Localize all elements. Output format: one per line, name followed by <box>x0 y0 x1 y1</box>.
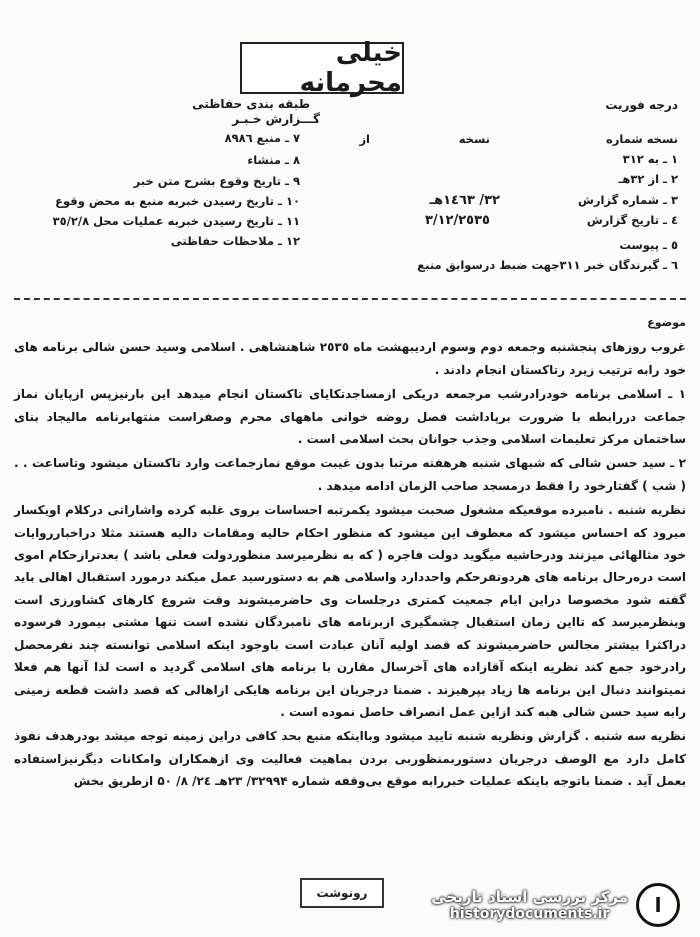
subject-label: موضوع <box>647 316 686 329</box>
report-body <box>14 312 686 795</box>
body-paragraph: غروب روزهای پنجشنبه وجمعه دوم وسوم اردیبهشت ماه ۲٥۳٥ شاهنشاهی . اسلامی وسید حسن شالی برنامه های خود رابه ترتیب زیرد رتاکستان انجام دادند . <box>14 340 686 377</box>
form-copy-label: نسخه <box>458 132 490 146</box>
watermark <box>430 880 680 930</box>
form-field-7: ۷ ـ منبع ۸۹۸٦ <box>224 131 300 145</box>
form-field-5: ٥ ـ پیوست <box>619 238 678 252</box>
body-paragraph: نظریه سه شنبه . گزارش ونظریه شنبه تایید میشود وبااینکه منبع بحد کافی دراین زمینه توجه میشد بودرهدف نفوذ کامل دارد مع الوصف درجریان دستوربمنظوربی بردن بماهیت فعالیت وی ازهمکاران وامکانات دیگرنیزاستفاده بعمل آید . ضمنا باتوجه باینکه عملیات خبررابه موقع بی‌وقفه شماره ۳۲۹۹۴/ ۲۳هـ ۲٤/ ۸/ ۵۰ ازطریق بخش <box>14 729 686 789</box>
form-field-8: ۸ ـ منشاء <box>247 153 300 167</box>
classification-stamp-text: خیلی محرمانه <box>299 38 402 98</box>
watermark-text <box>431 888 628 922</box>
body-paragraph: نظریه شنبه . نامبرده موقعیکه مشغول صحبت میشود یکمرتبه احساسات بروی غلبه کرده واشاراتی درکلام اویکسار میرود که احساس میشود که معطوف این میشود که منظور احکام حالیه ومقامات دالیه هستند مثلا دراخبارروایات خود مثالهائی میزنند ودرحاشیه میگوید دولت فاجره ( که به نظرمیرسد منظوردولت فعلی باشد ) بعدترازحکام اموی است دره‌رحال برنامه های هردونفرحکم واحددارد واسلامی هم به دستورسید عمل میکند درمورد استقبال اهالی باید گفته شود مخصوصا دراین ایام جمعیت کمتری درجلسات وی حاضرمیشوند وقت شروع کارهای کشاورزی است وبنظرمیرسد که تااین زمان استقبال چشمگیری ازبرنامه های نامبردگان نشده است تنها مشتی بیمورد فرسوده دراکثرا بیشتر مجالس حاضرمیشوند که قصد اولیه آنان عبادت است باوجود اینکه اسلامی توانسته چند نفرمحصل رادرخود جمع کند نظریه اینکه آقازاده های آخرسال مقارن با برنامه های اسلامی گردید ه است لذا آنها هم فعلا نمیتوانند دنبال این برنامه ها زیاد بپرهیزند . ضمنا درجریان این برنامه هایکی ازاهالی که قصد داشت قطعه زمینی رابه سید حسن شالی هبه کند ازاین عمل انصراف حاصل نموده است . <box>14 503 686 719</box>
report-title: گـــزارش خـبـر <box>232 112 320 126</box>
footer-stamp <box>300 878 384 908</box>
form-copy-number: نسخه شماره <box>605 132 678 146</box>
watermark-title: مرکز بررسی اسناد تاریخی <box>431 888 628 906</box>
form-field-11: ۱۱ ـ تاریخ رسیدن خبربه عملیات محل ۳٥/۲/۸ <box>52 214 300 228</box>
form-field-12: ۱۲ ـ ملاحظات حفاظتی <box>170 234 300 248</box>
watermark-logo-icon: ﺍ <box>636 883 680 927</box>
priority-label: درجه فوریت <box>605 98 678 112</box>
footer-stamp-text: رونوشت <box>316 886 368 900</box>
body-paragraph: ۲ ـ سید حسن شالی که شبهای شنبه هرهفته مرتبا بدون غیبت موقع نمازجماعت وارد تاکستان میشود وتاساعت . . ( شب ) گفتارخود را فقط درمسجد صاحب الزمان ادامه میدهد . <box>14 456 686 493</box>
form-field-1: ۱ ـ به ۳۱۲ <box>622 152 678 166</box>
report-number-value: ۳۲/ ١٤٦٣هـ <box>429 193 500 208</box>
form-field-10: ۱۰ ـ تاریخ رسیدن خبربه منبع به محض وقوع <box>55 194 300 208</box>
form-field-3: ۳ ـ شماره گزارش <box>578 193 678 207</box>
form-field-6: ٦ ـ گیرندگان خبر ۳۱۱جهت ضبط درسوابق منبع <box>417 258 678 272</box>
form-of-label: از <box>359 132 370 146</box>
report-date-value: ۲٥۳٥/۳/۱۲ <box>424 213 490 228</box>
watermark-url: historydocuments.ir <box>449 906 610 922</box>
form-field-2: ۲ ـ از ۳۲هـ <box>618 172 678 186</box>
header-divider <box>14 298 686 300</box>
form-field-9: ۹ ـ تاریخ وقوع بشرح متن خبر <box>133 174 300 188</box>
classification-level-label: طبقه بندی حفاظتی <box>192 97 310 111</box>
body-paragraph: ۱ ـ اسلامی برنامه خودرادرشب مرجمعه دریکی ازمساجدتکایای تاکستان انجام میدهد این بارنیزپس ازپایان نماز جماعت دررابطه با ضرورت برپاداشت فصل روضه خوانی ماههای محرم وصفراست منتهابرنامه مالیجاد بنای ساختمان مرکز تعلیمات اسلامی وجذب جوانان بحث اسلامی است . <box>14 387 686 447</box>
form-field-4: ٤ ـ تاریخ گزارش <box>586 213 678 227</box>
classification-stamp <box>240 38 404 98</box>
